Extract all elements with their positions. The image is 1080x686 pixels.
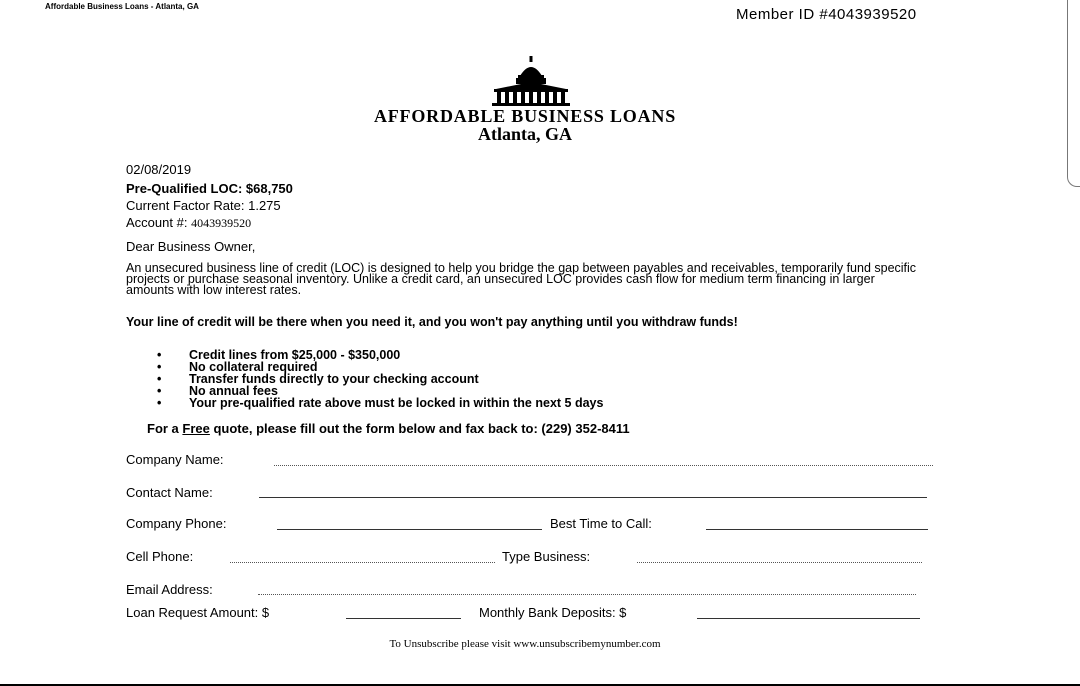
list-item: • No annual fees: [157, 385, 603, 397]
best-time-field[interactable]: [706, 529, 928, 530]
account-label: Account #:: [126, 215, 188, 230]
free-quote-instructions: For a Free quote, please fill out the form below and fax back to: (229) 352-8411: [147, 421, 630, 436]
contact-name-label: Contact Name:: [126, 485, 213, 500]
loan-request-field[interactable]: [346, 618, 461, 619]
header-source-text: Affordable Business Loans - Atlanta, GA: [45, 2, 199, 11]
monthly-deposits-field[interactable]: [697, 618, 920, 619]
type-business-field[interactable]: [637, 562, 922, 563]
benefits-list: [157, 349, 603, 409]
list-item: • No collateral required: [157, 361, 603, 373]
best-time-label: Best Time to Call:: [550, 516, 652, 531]
company-phone-label: Company Phone:: [126, 516, 227, 531]
capitol-building-icon: [490, 56, 572, 106]
monthly-deposits-label: Monthly Bank Deposits: $: [479, 605, 627, 620]
loan-request-label: Loan Request Amount: $: [126, 605, 270, 620]
company-name: AFFORDABLE BUSINESS LOANS: [373, 106, 677, 126]
list-item: • Your pre-qualified rate above must be locked in within the next 5 days: [157, 397, 603, 409]
company-name-field[interactable]: [274, 465, 933, 466]
list-item: • Transfer funds directly to your checking account: [157, 373, 603, 385]
greeting: Dear Business Owner,: [126, 239, 256, 254]
account-number-row: [126, 215, 251, 231]
list-item: • Credit lines from $25,000 - $350,000: [157, 349, 603, 361]
company-name-label: Company Name:: [126, 452, 224, 467]
intro-paragraph: An unsecured business line of credit (LOC) is designed to help you bridge the gap between payables and receivables, temporarily fund specific projects or purchase seasonal inventory. Unlike a credit card, an unsecured LOC provides cash flow for medium term financing in larger amounts with low interest rates.: [126, 261, 917, 297]
company-city: Atlanta, GA: [478, 124, 572, 144]
type-business-label: Type Business:: [502, 549, 591, 564]
email-field[interactable]: [258, 594, 916, 595]
company-phone-field[interactable]: [277, 529, 542, 530]
unsubscribe-notice: To Unsubscribe please visit www.unsubscribemynumber.com: [389, 638, 661, 650]
pre-qualified-loc: Pre-Qualified LOC: $68,750: [126, 181, 293, 196]
factor-rate: Current Factor Rate: 1.275: [126, 198, 281, 213]
letter-date: 02/08/2019: [126, 162, 192, 177]
emphasis-paragraph: Your line of credit will be there when you need it, and you won't pay anything until you withdraw funds!: [126, 315, 738, 329]
account-number: 4043939520: [191, 216, 252, 230]
contact-name-field[interactable]: [259, 497, 927, 498]
cell-phone-field[interactable]: [230, 562, 495, 563]
adjacent-page-edge: [1067, 0, 1080, 187]
member-id: Member ID #4043939520: [736, 6, 917, 23]
free-underlined: Free: [182, 421, 210, 436]
cell-phone-label: Cell Phone:: [126, 549, 194, 564]
email-label: Email Address:: [126, 582, 213, 597]
